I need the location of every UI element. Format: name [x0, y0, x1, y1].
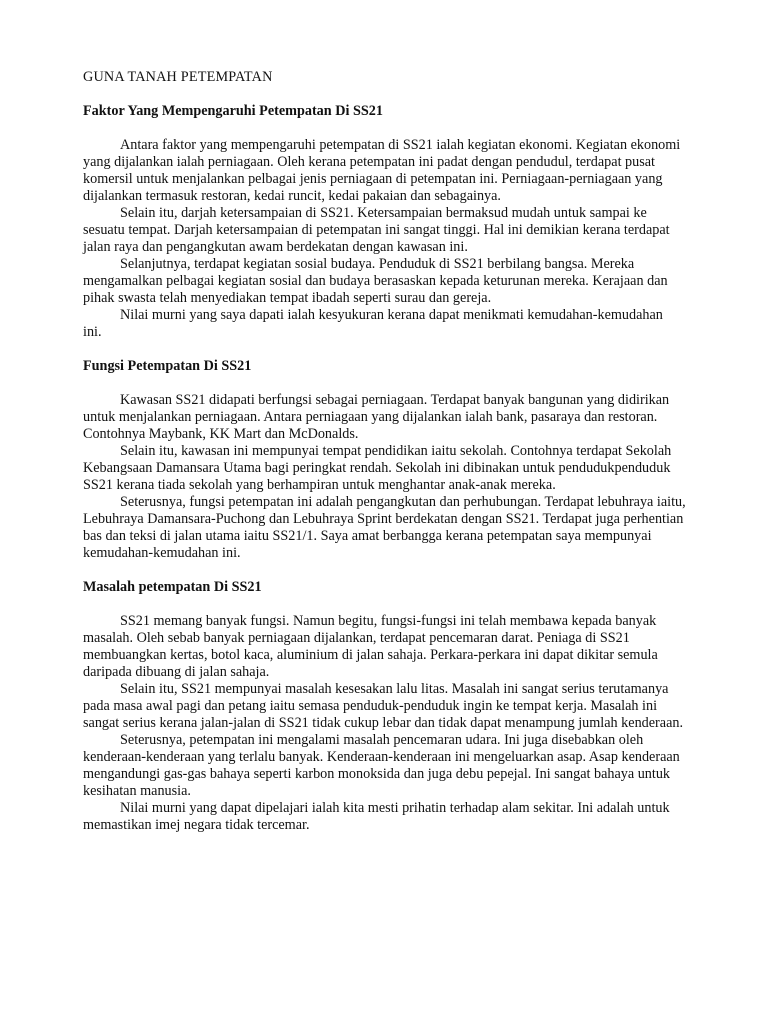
- paragraph: Seterusnya, fungsi petempatan ini adalah pengangkutan dan perhubungan. Terdapat lebuhraya iaitu, Lebuhraya Damansara-Puchong dan Lebuhraya Sprint berdekatan dengan SS21. Terdapat juga perhentian bas dan teksi di jalan utama iaitu SS21/1. Saya amat berbangga kerana petempatan saya mempunyai kemudahan-kemudahan ini.: [83, 494, 686, 561]
- paragraph: Selain itu, darjah ketersampaian di SS21. Ketersampaian bermaksud mudah untuk sampai ke sesuatu tempat. Darjah ketersampaian di petempatan ini sangat tinggi. Hal ini demikian kerana terdapat jalan raya dan pengangkutan awam berdekatan dengan kawasan ini.: [83, 205, 670, 255]
- paragraph-tail: ini.: [83, 324, 102, 340]
- paragraph: Selain itu, kawasan ini mempunyai tempat pendidikan iaitu sekolah. Contohnya terdapat Sekolah Kebangsaan Damansara Utama bagi peringkat rendah. Sekolah ini dibinakan untuk pendudukpenduduk SS21 kerana tiada sekolah yang berhampiran untuk menghantar anak-anak mereka.: [83, 443, 672, 493]
- section-heading: Fungsi Petempatan Di SS21: [83, 358, 252, 374]
- paragraph: Nilai murni yang saya dapati ialah kesyukuran kerana dapat menikmati kemudahan-kemudahan: [120, 307, 663, 323]
- paragraph: Selain itu, SS21 mempunyai masalah kesesakan lalu litas. Masalah ini sangat serius terutamanya pada masa awal pagi dan petang iaitu semasa penduduk-penduduk ingin ke tempat kerja. Masalah ini sangat serius kerana jalan-jalan di SS21 tidak cukup lebar dan tidak dapat menampung jumlah kenderaan.: [83, 681, 684, 731]
- section-masalah: [83, 579, 686, 834]
- section-fungsi: [83, 358, 686, 562]
- paragraph: Antara faktor yang mempengaruhi petempatan di SS21 ialah kegiatan ekonomi. Kegiatan ekonomi yang dijalankan ialah perniagaan. Oleh kerana petempatan ini padat dengan pendudul, terdapat pusat komersil untuk menjalankan pelbagai jenis perniagaan di petempatan ini. Perniagaan-perniagaan yang dijalankan termasuk restoran, kedai runcit, kedai pakaian dan sebagainya.: [83, 137, 681, 204]
- paragraph: Nilai murni yang dapat dipelajari ialah kita mesti prihatin terhadap alam sekitar. Ini adalah untuk memastikan imej negara tidak tercemar.: [83, 800, 670, 833]
- document-title: GUNA TANAH PETEMPATAN: [83, 69, 273, 85]
- paragraph: Selanjutnya, terdapat kegiatan sosial budaya. Penduduk di SS21 berbilang bangsa. Mereka mengamalkan pelbagai kegiatan sosial dan budaya berasaskan kepada keturunan mereka. Kerajaan dan pihak swasta telah menyediakan tempat ibadah seperti surau dan gereja.: [83, 256, 668, 306]
- section-faktor: [83, 103, 686, 341]
- paragraph: Kawasan SS21 didapati berfungsi sebagai perniagaan. Terdapat banyak bangunan yang didirikan untuk menjalankan perniagaan. Antara perniagaan yang dijalankan ialah bank, pasaraya dan restoran. Contohnya Maybank, KK Mart dan McDonalds.: [83, 392, 670, 442]
- section-heading: Faktor Yang Mempengaruhi Petempatan Di SS21: [83, 103, 383, 119]
- paragraph: SS21 memang banyak fungsi. Namun begitu, fungsi-fungsi ini telah membawa kepada banyak masalah. Oleh sebab banyak perniagaan dijalankan, terdapat pencemaran darat. Peniaga di SS21 membuangkan kertas, botol kaca, aluminium di jalan sahaja. Perkara-perkara ini dapat dikitar semula daripada dibuang di jalan sahaja.: [83, 613, 658, 680]
- section-heading: Masalah petempatan Di SS21: [83, 579, 262, 595]
- paragraph: Seterusnya, petempatan ini mengalami masalah pencemaran udara. Ini juga disebabkan oleh kenderaan-kenderaan yang terlalu banyak. Kenderaan-kenderaan ini mengeluarkan asap. Asap kenderaan mengandungi gas-gas bahaya seperti karbon monoksida dan juga debu pepejal. Ini sangat bahaya untuk kesihatan manusia.: [83, 732, 680, 799]
